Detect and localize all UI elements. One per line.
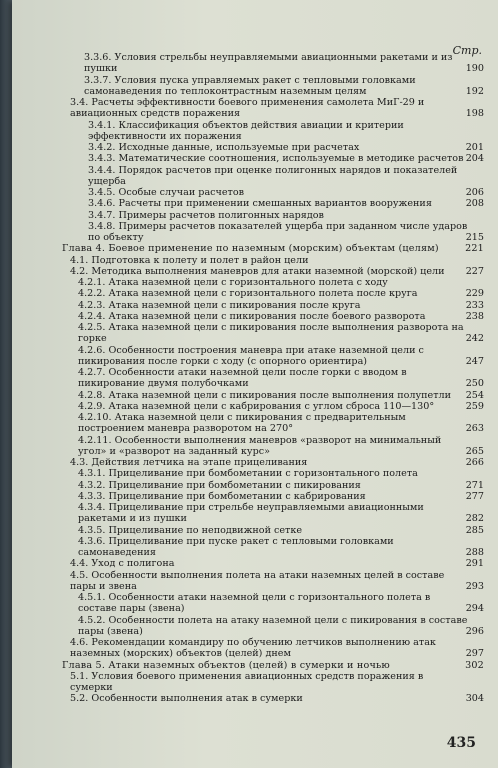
toc-entry — [12, 502, 498, 525]
toc-entry-number: 4.5.2. — [78, 614, 106, 626]
toc-entry-page: 294 — [465, 603, 484, 615]
toc-entry-title: Прицеливание при стрельбе неуправляемыми авиационными ракетами и из пушки — [78, 502, 424, 525]
toc-entry — [12, 558, 498, 569]
toc-entry-page: 229 — [465, 288, 484, 300]
toc-entry — [12, 536, 498, 559]
toc-entry-number: 4.3.1. — [78, 468, 106, 480]
toc-entry-page: 233 — [465, 299, 484, 311]
toc-entry-title: Атака наземной цели с пикирования с предварительным построением маневра разворотом на 270° — [78, 412, 406, 435]
toc-entry-page: 297 — [465, 648, 484, 660]
toc-entry — [12, 592, 498, 615]
toc-entry-number: 3.4.5. — [88, 187, 116, 198]
toc-entry-number: 4.2.10. — [78, 412, 112, 423]
toc-entry-number: 4.3.6. — [78, 535, 106, 547]
toc-entry-number: 4.4. — [70, 558, 89, 570]
toc-entry-number: 3.4. — [70, 97, 89, 108]
toc-entry — [12, 637, 498, 660]
toc-entry-number: 3.4.3. — [88, 153, 116, 165]
toc-entry-title: Особенности атаки наземной цели с горизонтального полета в составе пары (звена) — [78, 592, 431, 615]
toc-entry-page: 190 — [465, 63, 484, 75]
toc-entry-page: 265 — [465, 445, 484, 457]
toc-entry-page: 208 — [465, 198, 484, 210]
toc-entry-page: 288 — [465, 547, 484, 558]
toc-entry — [12, 277, 498, 288]
toc-entry-title: Условия пуска управляемых ракет с тепловыми головками самонаведения по теплоконтрастным наземным целям — [84, 74, 416, 97]
toc-entry — [12, 367, 498, 390]
toc-entry — [12, 221, 498, 244]
toc-entry-title: Особенности атаки наземной цели после горки с вводом в пикирование двумя полубочками — [78, 367, 407, 390]
toc-entry-number: 4.2.11. — [78, 434, 112, 446]
toc-entry-page: 271 — [465, 479, 484, 491]
toc-entry-page: 250 — [465, 378, 484, 390]
toc-entry-number: 5.1. — [70, 670, 89, 682]
toc-entry — [12, 671, 498, 694]
toc-entry — [12, 435, 498, 458]
toc-entry — [12, 198, 498, 209]
toc-entry-number: 3.4.7. — [88, 209, 116, 221]
toc-entry-number: 4.2.6. — [78, 344, 106, 356]
toc-entry — [12, 52, 498, 75]
toc-entry-number: 3.3.6. — [84, 52, 112, 63]
toc-entry — [12, 693, 498, 704]
toc-entry-title: Особенности построения маневра при атаке наземной цели с пикирования после горки с ходу (с опорного ориентира) — [78, 344, 424, 367]
toc-entry-title: Условия стрельбы неуправляемыми авиационными ракетами и из пушки — [84, 52, 453, 75]
toc-entry — [12, 75, 498, 98]
toc-entry — [12, 288, 498, 299]
toc-entry-page: 215 — [465, 232, 484, 243]
toc-entry-title: Атаки наземных объектов (целей) в сумерки и ночью — [108, 659, 390, 671]
toc-entry-title: Атака наземной цели с горизонтального полета после круга — [108, 288, 418, 300]
toc-entry-page: 227 — [465, 265, 484, 277]
toc-entry-title: Атака наземной цели с пикирования после выполнения разворота на горке — [78, 322, 464, 345]
toc-entry-page: 285 — [465, 524, 484, 536]
toc-entry-number: 4.2.2. — [78, 288, 106, 300]
toc-entry-number: 3.4.2. — [88, 142, 116, 153]
toc-entry-title: Атака наземной цели с пикирования после боевого разворота — [108, 310, 426, 322]
toc-entry-title: Прицеливание при бомбометании с пикирования — [108, 479, 361, 491]
toc-entry-number: Глава 4. — [62, 243, 106, 255]
toc-entry-title: Расчеты эффективности боевого применения самолета МиГ-29 и авиационных средств поражения — [70, 97, 425, 120]
page-number: 435 — [446, 735, 476, 751]
toc-entry-title: Рекомендации командиру по обучению летчиков выполнению атак наземных (морских) объектов (целей) днем — [70, 637, 436, 660]
toc-entry-page: 296 — [465, 625, 484, 637]
toc-chapter — [12, 243, 498, 254]
toc-entry — [12, 390, 498, 401]
page-column-header: Стр. — [452, 44, 482, 57]
toc-entry — [12, 457, 498, 468]
toc-entry — [12, 412, 498, 435]
toc-entry-number: 4.5.1. — [78, 592, 106, 603]
toc-entry-title: Примеры расчетов полигонных нарядов — [118, 209, 324, 221]
toc-entry — [12, 255, 498, 266]
toc-entry — [12, 120, 498, 143]
toc-entry-page: 277 — [465, 490, 484, 502]
toc-entry-number: Глава 5. — [62, 659, 106, 671]
toc-entry-title: Атака наземной цели с горизонтального полета с ходу — [108, 277, 388, 288]
toc-entry-number: 5.2. — [70, 693, 89, 705]
toc-entry-title: Боевое применение по наземным (морским) объектам (целям) — [108, 243, 439, 255]
toc-entry-title: Особые случаи расчетов — [118, 187, 245, 198]
toc-entry — [12, 300, 498, 311]
toc-entry — [12, 491, 498, 502]
toc-entry — [12, 615, 498, 638]
book-spine — [0, 0, 12, 768]
toc-entry-title: Условия боевого применения авиационных средств поражения в сумерки — [70, 670, 424, 693]
toc-entry-title: Атака наземной цели с пикирования после выполнения полупетли — [108, 389, 452, 401]
toc-entry-number: 4.3.2. — [78, 479, 106, 491]
toc-entry — [12, 210, 498, 221]
toc-entry-title: Особенности выполнения полета на атаки наземных целей в составе пары и звена — [70, 569, 445, 592]
toc-entry-title: Прицеливание при пуске ракет с тепловыми головками самонаведения — [78, 535, 394, 558]
toc-entry-title: Прицеливание при бомбометании с горизонтального полета — [108, 468, 418, 480]
toc-entry-number: 4.3.3. — [78, 490, 106, 502]
toc-entry-title: Особенности выполнения атак в сумерки — [91, 693, 303, 705]
toc-entry-title: Атака наземной цели с кабрирования с углом сброса 110—130° — [108, 400, 435, 412]
toc-entry-title: Прицеливание по неподвижной сетке — [108, 524, 303, 536]
toc-entry-number: 3.4.1. — [88, 119, 116, 131]
toc-entry-page: 192 — [465, 85, 484, 97]
toc-entry-title: Особенности выполнения маневров «разворот на минимальный угол» и «разворот на заданный курс» — [78, 434, 442, 457]
toc-entry-number: 4.2. — [70, 265, 89, 277]
toc-entry-number: 4.2.3. — [78, 299, 106, 311]
toc-entry-page: 201 — [465, 142, 484, 153]
toc-entry — [12, 401, 498, 412]
toc-entry-number: 4.2.8. — [78, 389, 106, 401]
toc-entry-page: 254 — [465, 389, 484, 401]
toc-entry — [12, 345, 498, 368]
toc-entry — [12, 570, 498, 593]
toc-entry — [12, 153, 498, 164]
toc-entry-title: Расчеты при применении смешанных вариантов вооружения — [118, 198, 432, 210]
toc-entry-number: 4.5. — [70, 569, 89, 581]
toc-entry — [12, 97, 498, 120]
toc-entry-page: 198 — [465, 108, 484, 120]
toc-entry-page: 242 — [465, 333, 484, 345]
toc-entry-number: 4.3. — [70, 457, 89, 468]
table-of-contents — [12, 52, 498, 705]
toc-entry — [12, 311, 498, 322]
toc-chapter — [12, 660, 498, 671]
toc-entry — [12, 468, 498, 479]
toc-entry — [12, 165, 498, 188]
toc-entry-title: Подготовка к полету и полет в район цели — [91, 254, 309, 266]
toc-entry-page: 206 — [465, 187, 484, 198]
toc-entry-title: Примеры расчетов показателей ущерба при заданном числе ударов по объекту — [88, 220, 468, 243]
toc-entry-number: 3.4.4. — [88, 164, 116, 176]
toc-entry-page: 238 — [465, 310, 484, 322]
toc-entry-number: 4.1. — [70, 254, 89, 266]
toc-entry-page: 247 — [465, 355, 484, 367]
toc-entry-number: 4.2.5. — [78, 322, 106, 333]
toc-entry-page: 259 — [465, 400, 484, 412]
book-page — [12, 0, 498, 768]
toc-entry-number: 4.2.9. — [78, 400, 106, 412]
toc-entry-title: Классификация объектов действия авиации и критерии эффективности их поражения — [88, 119, 404, 142]
toc-entry-title: Атака наземной цели с пикирования после круга — [108, 299, 361, 311]
toc-entry-number: 3.4.6. — [88, 198, 116, 210]
toc-entry — [12, 187, 498, 198]
toc-entry-number: 4.2.4. — [78, 310, 106, 322]
toc-entry-page: 293 — [465, 580, 484, 592]
toc-entry-title: Уход с полигона — [91, 558, 175, 570]
toc-entry — [12, 480, 498, 491]
toc-entry-number: 4.3.4. — [78, 502, 106, 513]
toc-entry-title: Методика выполнения маневров для атаки наземной (морской) цели — [91, 265, 445, 277]
toc-entry-number: 3.3.7. — [84, 74, 112, 86]
toc-entry-title: Математические соотношения, используемые в методике расчетов — [118, 153, 464, 165]
toc-entry-page: 204 — [465, 153, 484, 165]
toc-entry-page: 221 — [465, 243, 484, 255]
toc-entry-page: 266 — [465, 457, 484, 468]
toc-entry — [12, 322, 498, 345]
toc-entry-page: 302 — [465, 659, 484, 671]
toc-entry-page: 304 — [465, 693, 484, 705]
toc-entry-number: 4.2.1. — [78, 277, 106, 288]
toc-entry-number: 4.6. — [70, 637, 89, 648]
toc-entry-title: Прицеливание при бомбометании с кабрирования — [108, 490, 366, 502]
toc-entry — [12, 142, 498, 153]
toc-entry-title: Особенности полета на атаку наземной цели с пикирования в составе пары (звена) — [78, 614, 468, 637]
toc-entry-page: 291 — [465, 558, 484, 570]
toc-entry-page: 263 — [465, 423, 484, 435]
toc-entry-number: 4.2.7. — [78, 367, 106, 378]
toc-entry-number: 4.3.5. — [78, 524, 106, 536]
toc-entry-title: Порядок расчетов при оценке полигонных нарядов и показателей ущерба — [88, 164, 458, 187]
toc-entry — [12, 266, 498, 277]
toc-entry — [12, 525, 498, 536]
toc-entry-title: Исходные данные, используемые при расчетах — [118, 142, 360, 153]
toc-entry-page: 282 — [465, 513, 484, 525]
toc-entry-number: 3.4.8. — [88, 220, 116, 232]
toc-entry-title: Действия летчика на этапе прицеливания — [91, 457, 308, 468]
